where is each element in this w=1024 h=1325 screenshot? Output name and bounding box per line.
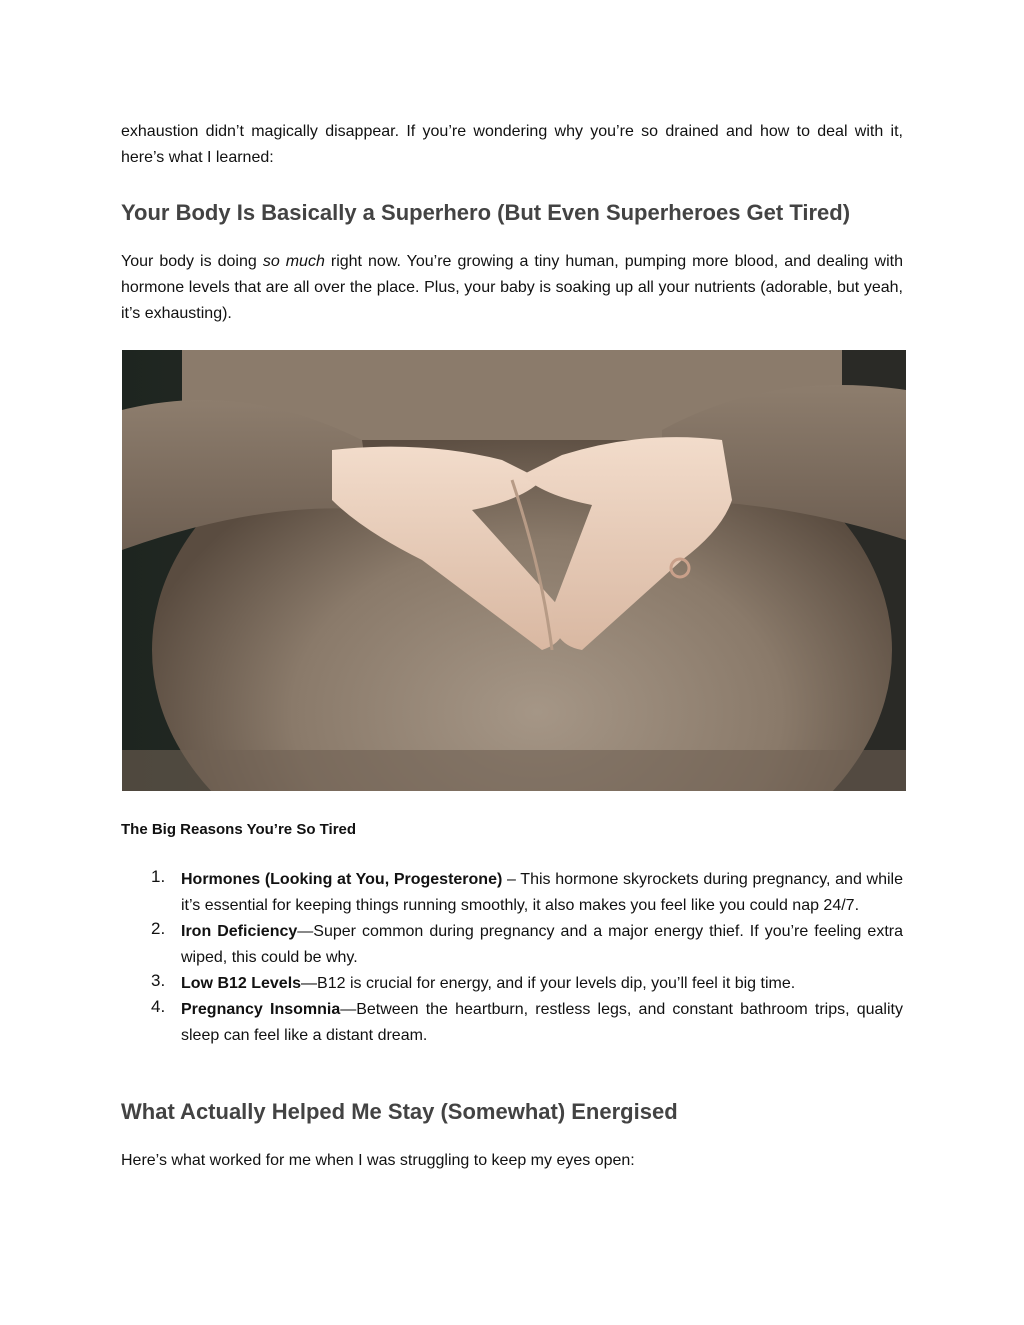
closing-paragraph: Here’s what worked for me when I was struggling to keep my eyes open: [121, 1152, 635, 1169]
list-item-title: Low B12 Levels [181, 975, 302, 992]
heading-big-reasons: The Big Reasons You’re So Tired [121, 821, 357, 838]
list-number: 4. [151, 997, 166, 1016]
body-text-start: Your body is doing [121, 253, 263, 270]
list-item-title: Hormones (Looking at You, Progesterone) [181, 871, 503, 888]
list-item-title: Iron Deficiency [181, 923, 298, 940]
reasons-list [121, 867, 903, 1049]
heading-superhero: Your Body Is Basically a Superhero (But Even Superheroes Get Tired) [121, 200, 851, 225]
list-item-title: Pregnancy Insomnia [181, 1001, 341, 1018]
list-item [121, 971, 903, 997]
list-item-text: —Between the heartburn, restless legs, and constant bathroom trips, quality sleep can feel like a distant dream. [181, 1001, 903, 1044]
intro-paragraph: exhaustion didn’t magically disappear. If you’re wondering why you’re so drained and how to deal with it, here’s what I learned: [121, 123, 903, 166]
pregnancy-heart-hands-photo [122, 350, 906, 791]
list-number: 1. [151, 867, 166, 886]
list-number: 2. [151, 919, 166, 938]
body-paragraph [121, 249, 903, 327]
list-item [121, 867, 903, 919]
list-item-text: —Super common during pregnancy and a major energy thief. If you’re feeling extra wiped, this could be why. [181, 923, 903, 966]
body-text-end: right now. You’re growing a tiny human, pumping more blood, and dealing with hormone levels that are all over the place. Plus, your baby is soaking up all your nutrients (adorable, but yeah, it’s exhausting). [121, 253, 904, 322]
list-item [121, 919, 903, 971]
heading-what-helped: What Actually Helped Me Stay (Somewhat) Energised [121, 1099, 678, 1124]
list-number: 3. [151, 971, 166, 990]
list-item-text: —B12 is crucial for energy, and if your levels dip, you’ll feel it big time. [301, 975, 796, 992]
list-item-text: – This hormone skyrockets during pregnancy, and while it’s essential for keeping things running smoothly, it also makes you feel like you could nap 24/7. [181, 871, 903, 914]
body-text-emphasis: so much [262, 253, 325, 270]
list-item [121, 997, 903, 1049]
